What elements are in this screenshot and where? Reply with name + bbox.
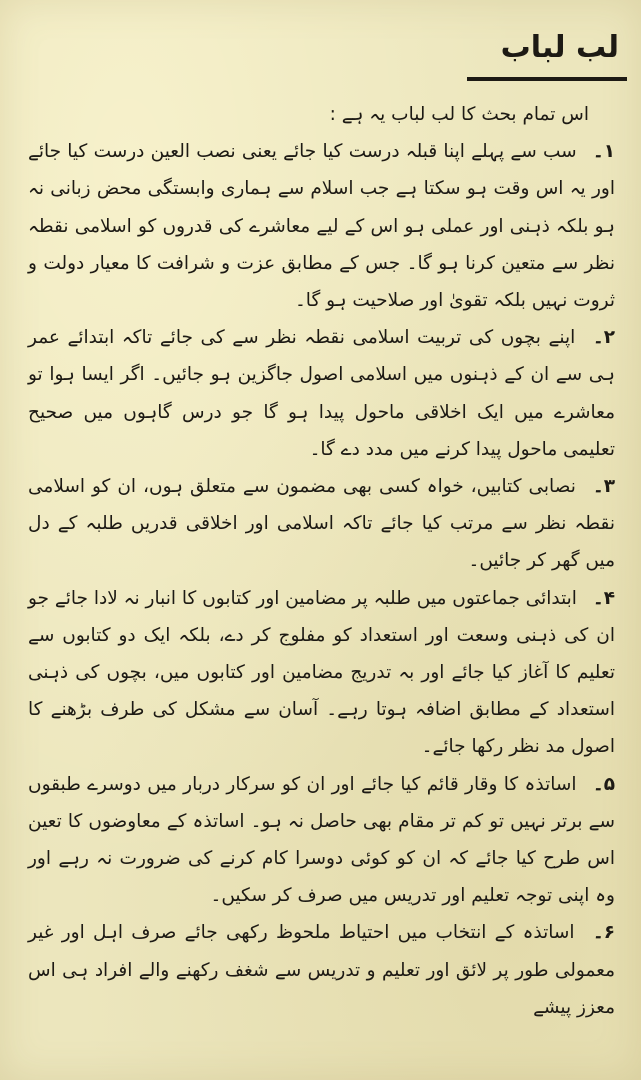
point-number: ۵۔ — [592, 773, 615, 795]
point-text: اپنے بچوں کی تربیت اسلامی نقطہ نظر سے کی جائے تاکہ ابتدائے عمر ہی سے ان کے ذہنوں میں اسلامی اصول جاگزین ہو جائیں۔ اگر ایسا ہوا تو معاشرے میں ایک اخلاقی ماحول پیدا ہو گا جو درس گاہوں میں صحیح تعلیمی ماحول پیدا کرنے میں مدد دے گا۔ — [28, 327, 615, 460]
page-title: لب لباب — [500, 30, 619, 65]
point-number: ۲۔ — [592, 327, 615, 349]
intro-line: اس تمام بحث کا لب لباب یہ ہے : — [329, 104, 589, 125]
point-number: ۳۔ — [592, 476, 615, 498]
point-number: ۴۔ — [592, 587, 615, 609]
point-text: سب سے پہلے اپنا قبلہ درست کیا جائے یعنی نصب العین درست کیا جائے اور یہ اس وقت ہو سکتا ہے جب اسلام سے ہماری وابستگی محض زبانی نہ ہو بلکہ ذہنی اور عملی ہو اس کے لیے معاشرے کی قدروں کو اسلامی نقطہ نظر سے متعین کرنا ہو گا۔ جس کے مطابق عزت و شرافت کا معیار دولت و ثروت نہیں بلکہ تقویٰ اور صلاحیت ہو گا۔ — [28, 141, 615, 312]
point-4 — [28, 580, 615, 766]
point-text: اساتذہ کا وقار قائم کیا جائے اور ان کو سرکار دربار میں دوسرے طبقوں سے برتر نہیں تو کم تر مقام بھی حاصل نہ ہو۔ اساتذہ کے معاوضوں کا تعین اس طرح کیا جائے کہ ان کو کوئی دوسرا کام کرنے کی ضرورت نہ رہے اور وہ اپنی توجہ تعلیم اور تدریس میں صرف کر سکیں۔ — [28, 773, 615, 907]
point-number: ۶۔ — [592, 922, 615, 944]
point-text: ابتدائی جماعتوں میں طلبہ پر مضامین اور کتابوں کا انبار نہ لادا جائے جو ان کی ذہنی وسعت اور استعداد کو مفلوج کر دے، بلکہ ایک دو کتابوں سے تعلیم کا آغاز کیا جائے اور بہ تدریج مضامین اور کتابوں میں، بچوں کی ذہنی استعداد کے مطابق اضافہ ہوتا رہے۔ آسان سے مشکل کی طرف بڑھنے کا اصول مد نظر رکھا جائے۔ — [28, 587, 615, 758]
point-2 — [28, 319, 615, 468]
point-3 — [28, 468, 615, 580]
point-6 — [28, 914, 615, 1026]
title-underline — [467, 77, 627, 81]
point-1 — [28, 133, 615, 319]
point-number: ۱۔ — [592, 141, 615, 163]
page-body — [28, 96, 615, 1026]
point-text: نصابی کتابیں، خواہ کسی بھی مضمون سے متعلق ہوں، ان کو اسلامی نقطہ نظر سے مرتب کیا جائے تاکہ اسلامی اور اخلاقی قدریں طلبہ کے دل میں گھر کر جائیں۔ — [28, 476, 615, 572]
point-5 — [28, 766, 615, 915]
point-text: اساتذہ کے انتخاب میں احتیاط ملحوظ رکھی جائے صرف اہل اور غیر معمولی طور پر لائق اور تعلیم و تدریس سے شغف رکھنے والے افراد ہی اس معزز پیشے — [28, 922, 615, 1018]
